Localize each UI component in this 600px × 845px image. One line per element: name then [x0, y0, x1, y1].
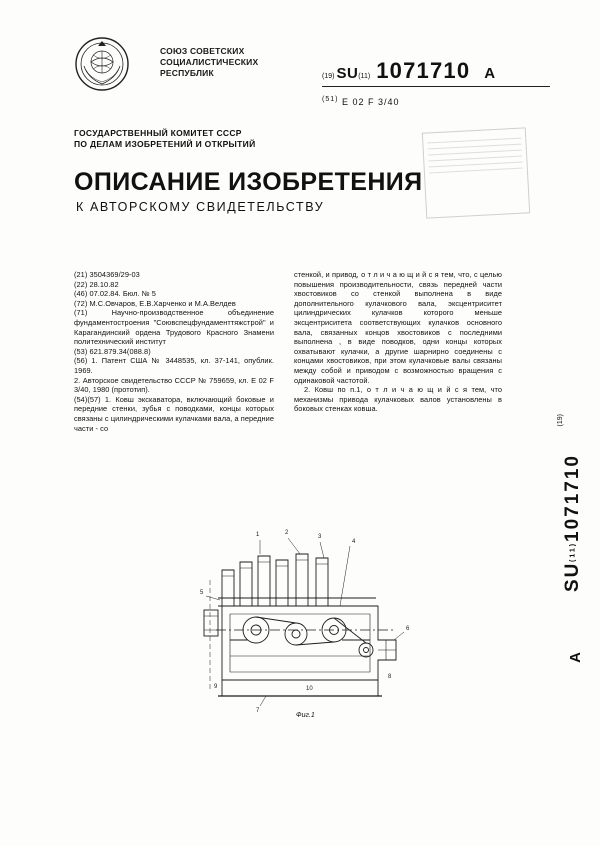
page-subtitle: К АВТОРСКОМУ СВИДЕТЕЛЬСТВУ: [76, 200, 325, 214]
field-54-57-claim: (54)(57) 1. Ковш экскаватора, включающий боковые и передние стенки, зубья с поводками, концы которых связаны с цилиндрическими кулачками вала, а передние части - со: [74, 394, 274, 433]
org-line-3: РЕСПУБЛИК: [160, 68, 214, 78]
field-72-inventors: (72) М.С.Овчаров, Е.В.Харченко и М.А.Велдев: [74, 298, 236, 308]
header-rule: [322, 86, 550, 87]
field-21: (21) 3504369/29-03: [74, 270, 140, 279]
technical-drawing: [200, 510, 430, 725]
side-kind-sup: (11): [569, 541, 577, 562]
country-code-sup: (19): [322, 73, 335, 80]
ipc-line: [322, 96, 400, 107]
field-46: (46) 07.02.84. Бюл. № 5: [74, 289, 156, 299]
field-71-applicant: (71) Научно-производственное объединение фундаментостроения "Соювспецфундаменттяжстрой" и Карагандинский ордена Трудового Красного Знамени политехнический институт: [74, 308, 274, 347]
svg-text:6: 6: [406, 626, 410, 632]
left-text-column: [74, 270, 274, 433]
field-53-udc: (53) 621.879.34(088.8): [74, 346, 151, 356]
doc-type: A: [484, 65, 496, 82]
svg-text:4: 4: [352, 539, 356, 545]
ipc-sup: (51): [322, 96, 339, 103]
committee-line-1: ГОСУДАРСТВЕННЫЙ КОМИТЕТ СССР: [74, 128, 242, 138]
svg-text:1: 1: [256, 532, 260, 538]
field-56-ref-2: 2. Авторское свидетельство СССР № 759659, кл. Е 02 F 3/40, 1980 (прототип).: [74, 375, 274, 395]
svg-text:8: 8: [388, 674, 392, 680]
side-doc-type: A: [567, 652, 584, 663]
field-22: (22) 28.10.82: [74, 279, 119, 289]
org-line-1: СОЮЗ СОВЕТСКИХ: [160, 46, 245, 56]
side-number-value: 1071710: [562, 453, 583, 542]
ipc-class: Е 02 F 3/40: [341, 97, 400, 107]
svg-text:9: 9: [214, 684, 218, 690]
committee-line-2: ПО ДЕЛАМ ИЗОБРЕТЕНИЙ И ОТКРЫТИЙ: [74, 139, 256, 149]
side-patent-number: [560, 408, 586, 638]
claim-2: 2. Ковш по п.1, о т л и ч а ю щ и й с я тем, что механизмы привода кулачковых валов установлены в боковых стенках ковша.: [294, 385, 502, 414]
svg-text:5: 5: [200, 590, 204, 596]
organization-block: [160, 46, 258, 79]
archive-stamp: [422, 127, 530, 218]
svg-text:7: 7: [256, 708, 260, 714]
committee-block: [74, 128, 255, 150]
side-country-code: SU: [562, 561, 583, 593]
doc-kind-sup: (11): [358, 73, 371, 80]
page-title: ОПИСАНИЕ ИЗОБРЕТЕНИЯ: [74, 168, 423, 196]
figure-label: Фиг.1: [296, 712, 315, 719]
side-country-sup: (19): [557, 414, 564, 427]
svg-text:2: 2: [285, 530, 289, 536]
country-code: SU: [336, 65, 359, 82]
org-line-2: СОЦИАЛИСТИЧЕСКИХ: [160, 57, 259, 67]
svg-text:3: 3: [318, 534, 322, 540]
right-text-column: [294, 270, 502, 414]
field-56-ref-1: (56) 1. Патент США № 3448535, кл. 37-141, опублик. 1969.: [74, 356, 274, 375]
state-emblem-icon: [74, 36, 130, 92]
claim-1-continued: стенкой, и привод, о т л и ч а ю щ и й с я тем, что, с целью повышения производительности, связь передней части хвостовиков со стенкой выполнена в виде дополнительного кулачкового вала, эксцентриситет цилиндрических кулачков которого меньше эксцентриситета соответствующих кулачков основного вала, связанных концов хвостовиков с последними выполнена , в виде поводков, одни концы которых охватывают кулачки, а другие шарнирно соединены с концами хвостовиков, при этом кулачковые валы связаны между собой и приводом с возможностью вращения с одинаковой частотой.: [294, 270, 502, 385]
patent-number: 1071710: [376, 58, 471, 83]
svg-text:10: 10: [306, 686, 313, 692]
patent-code-line: [322, 58, 552, 84]
